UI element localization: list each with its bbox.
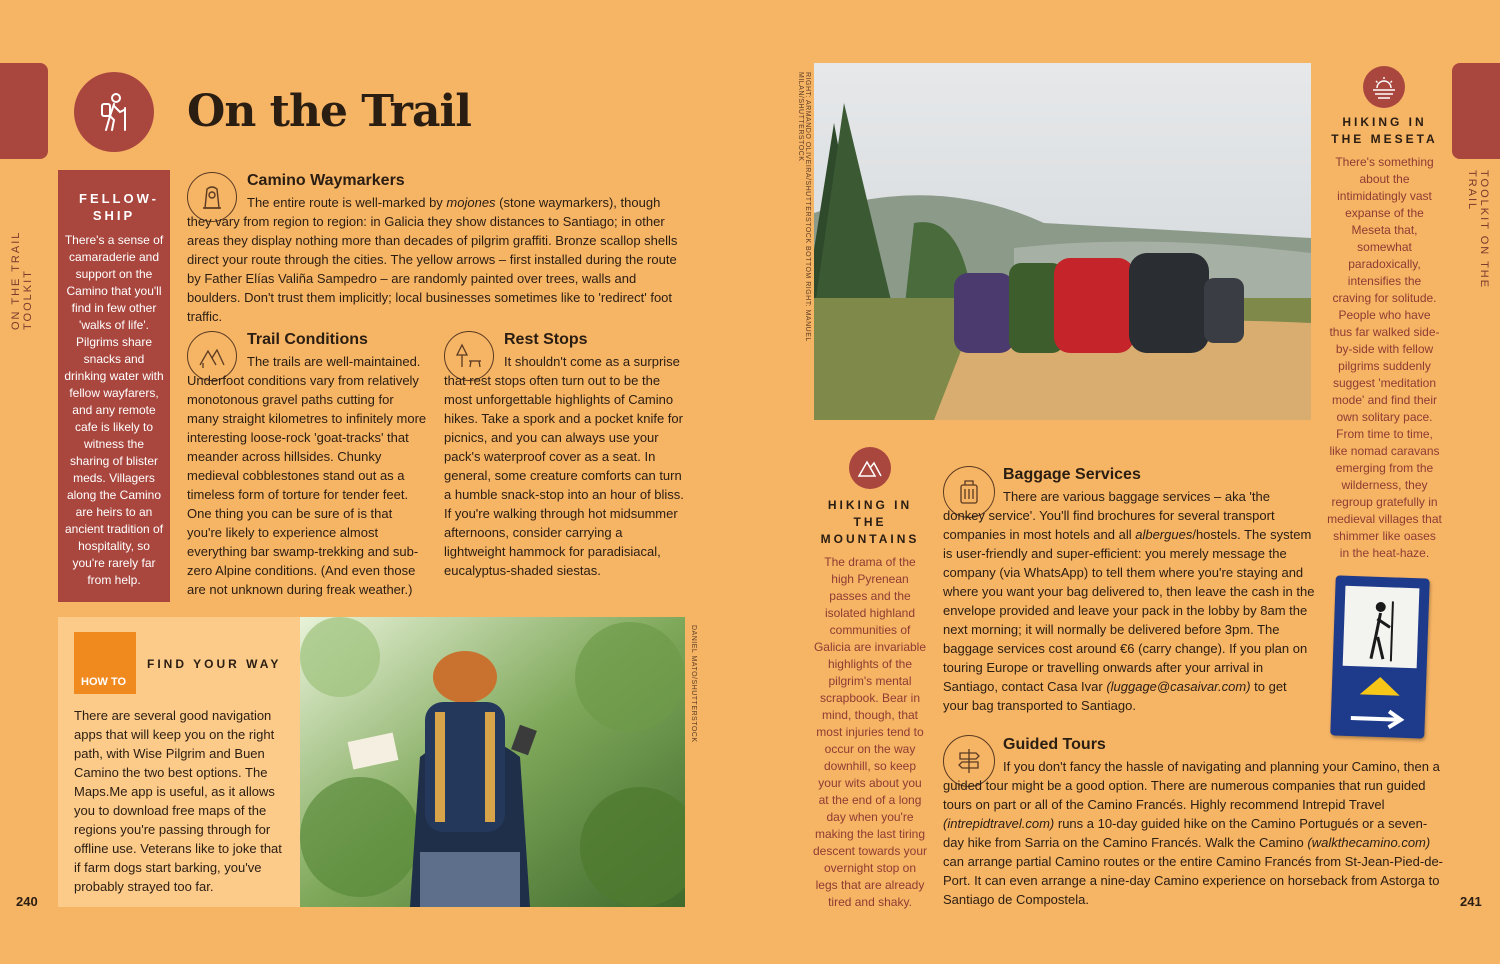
sun-fields-icon <box>1363 66 1405 108</box>
page-title: On the Trail <box>187 86 471 137</box>
right-running-head: TOOLKIT ON THE TRAIL <box>1466 170 1490 290</box>
right-section-tab <box>1452 63 1500 159</box>
mountains-icon <box>849 447 891 489</box>
right-page-number: 241 <box>1460 894 1482 909</box>
hiker-photo <box>300 617 685 907</box>
camino-sign-photo <box>1330 575 1430 738</box>
rest-stops-heading: Rest Stops <box>504 331 588 348</box>
backpacks-photo <box>814 63 1311 420</box>
right-photo-credit: RIGHT: ARMANDO OLIVEIRA/SHUTTERSTOCK BOTTOM RIGHT: MANUEL MILAN/SHUTTERSTOCK <box>797 72 811 342</box>
mountains-text: The drama of the high Pyrenean passes and the isolated highland communities of Galicia are invariable highlights of the pilgrim's mental scrapbook. Bear in mind, though, that most injuries tend to occur on the way downhill, so keep your wits about you at the end of a long day when you're making the last tiring descent towards your overnight stop on legs that are already tired and shaky. <box>812 555 928 909</box>
rest-stops-text: It shouldn't come as a surprise that rest stops often turn out to be the most unforgettable highlights of Camino hikes. Take a spork and a pocket knife for picnics, and you can always use your pack's waterproof cover as a seat. In general, some creature comforts can turn a humble snack-stop into an hour of bliss. If you're walking through hot midsummer afternoons, consider carrying a lightweight hammock for paradisiacal, eucalyptus-shaded siestas. <box>444 354 684 578</box>
guided-text: If you don't fancy the hassle of navigating and planning your Camino, then a guided tour might be a good option. There are numerous companies that run guided tours on part or all of the Camino Francés. Highly recommend Intrepid Travel (intrepidtravel.com) runs a 10-day guided hike on the Camino Portugués or a seven-day hike from Sarria on the Camino Francés. Walk the Camino (walkthecamino.com) can arrange partial Camino routes or the entire Camino Francés from St-Jean-Pied-de-Port. It can even arrange a nine-day Camino experience on horseback from Astorga to Santiago de Compostela. <box>943 759 1444 907</box>
waymarkers-heading: Camino Waymarkers <box>247 172 405 189</box>
left-page-number: 240 <box>16 894 38 909</box>
trail-conditions-text: The trails are well-maintained. Underfoot conditions vary from relatively monotonous gravel paths cutting for many straight kilometres to infinitely more interesting loose-rock 'goat-tracks' that meander across hillsides. Chunky medieval cobblestones stand out as a timeless form of torture for tender feet. One thing you can be sure of is that you're likely to experience almost everything bar swamp-trekking and sub-zero Alpine conditions. (And even those are not unknown during freak weather.) <box>187 354 427 597</box>
howto-tag: HOW TO <box>74 632 136 694</box>
howto-text: There are several good navigation apps that will keep you on the right path, with Wise Pilgrim and Buen Camino the two best options. The Maps.Me app is useful, as it allows you to download free maps of the regions you're passing through for offline use. Veterans like to joke that if farm dogs start barking, you've probably strayed too far. <box>74 708 282 894</box>
mountains-heading: HIKING IN THE MOUNTAINS <box>820 498 920 546</box>
meseta-text: There's something about the intimidatingly vast expanse of the Meseta that, somewhat paradoxically, intensifies the craving for solitude. People who have thus far walked side-by-side with fellow pilgrims suddenly suggest 'meditation mode' and find their own solitary pace. From time to time, like nomad caravans emerging from the wilderness, they regroup gratefully in medieval villages that shimmer like oases in the heat-haze. <box>1327 155 1442 560</box>
hiker-icon <box>74 72 154 152</box>
fellowship-text: There's a sense of camaraderie and support on the Camino that you'll find in few other 'walks of life'. Pilgrims share snacks and drinking water with fellow wayfarers, and any remote cafe is likely to witness the sharing of blister meds. Villagers along the Camino are heirs to an ancient tradition of hospitality, so you're rarely far from help. <box>64 233 164 587</box>
mountains-sidebar <box>812 497 928 911</box>
left-section-tab <box>0 63 48 159</box>
baggage-heading: Baggage Services <box>1003 466 1141 483</box>
baggage-text: There are various baggage services – aka 'the donkey service'. You'll find brochures for several transport companies in most hotels and all albergues/hostels. The system is user-friendly and super-efficient: you merely message the company (via WhatsApp) to tell them where you're staying and where you want your bag delivered to, then leave the cash in the envelope provided and leave your pack in the lobby by 8am the next morning; it will normally be delivered before 3pm. The baggage services cost around €6 (carry change). If you plan on touring Europe or travelling onwards after your arrival in Santiago, contact Casa Ivar (luggage@casaivar.com) to get your bag transported to Santiago. <box>943 489 1315 713</box>
howto-heading: FIND YOUR WAY <box>147 657 282 671</box>
left-photo-credit: DANIEL MATO/SHUTTERSTOCK <box>690 625 697 743</box>
fellowship-sidebar <box>58 170 170 602</box>
left-running-head: ON THE TRAIL TOOLKIT <box>10 231 34 330</box>
waymarkers-text: The entire route is well-marked by mojones (stone waymarkers), though they vary from region to region: in Galicia they show distances to Santiago; in other areas they display nothing more than decades of pilgrim graffiti. Bronze scallop shells direct your route through the cities. The yellow arrows – first installed during the route by Father Elías Valiña Sampedro – are randomly painted over trees, walls and boulders. Don't trust them implicitly; local businesses sometimes like to 'redirect' foot traffic. <box>187 195 678 324</box>
meseta-heading: HIKING IN THE MESETA <box>1331 115 1438 146</box>
fellowship-heading: FELLOW-SHIP <box>79 191 159 223</box>
trail-conditions-heading: Trail Conditions <box>247 331 368 348</box>
meseta-sidebar <box>1327 114 1442 562</box>
guided-heading: Guided Tours <box>1003 736 1106 753</box>
